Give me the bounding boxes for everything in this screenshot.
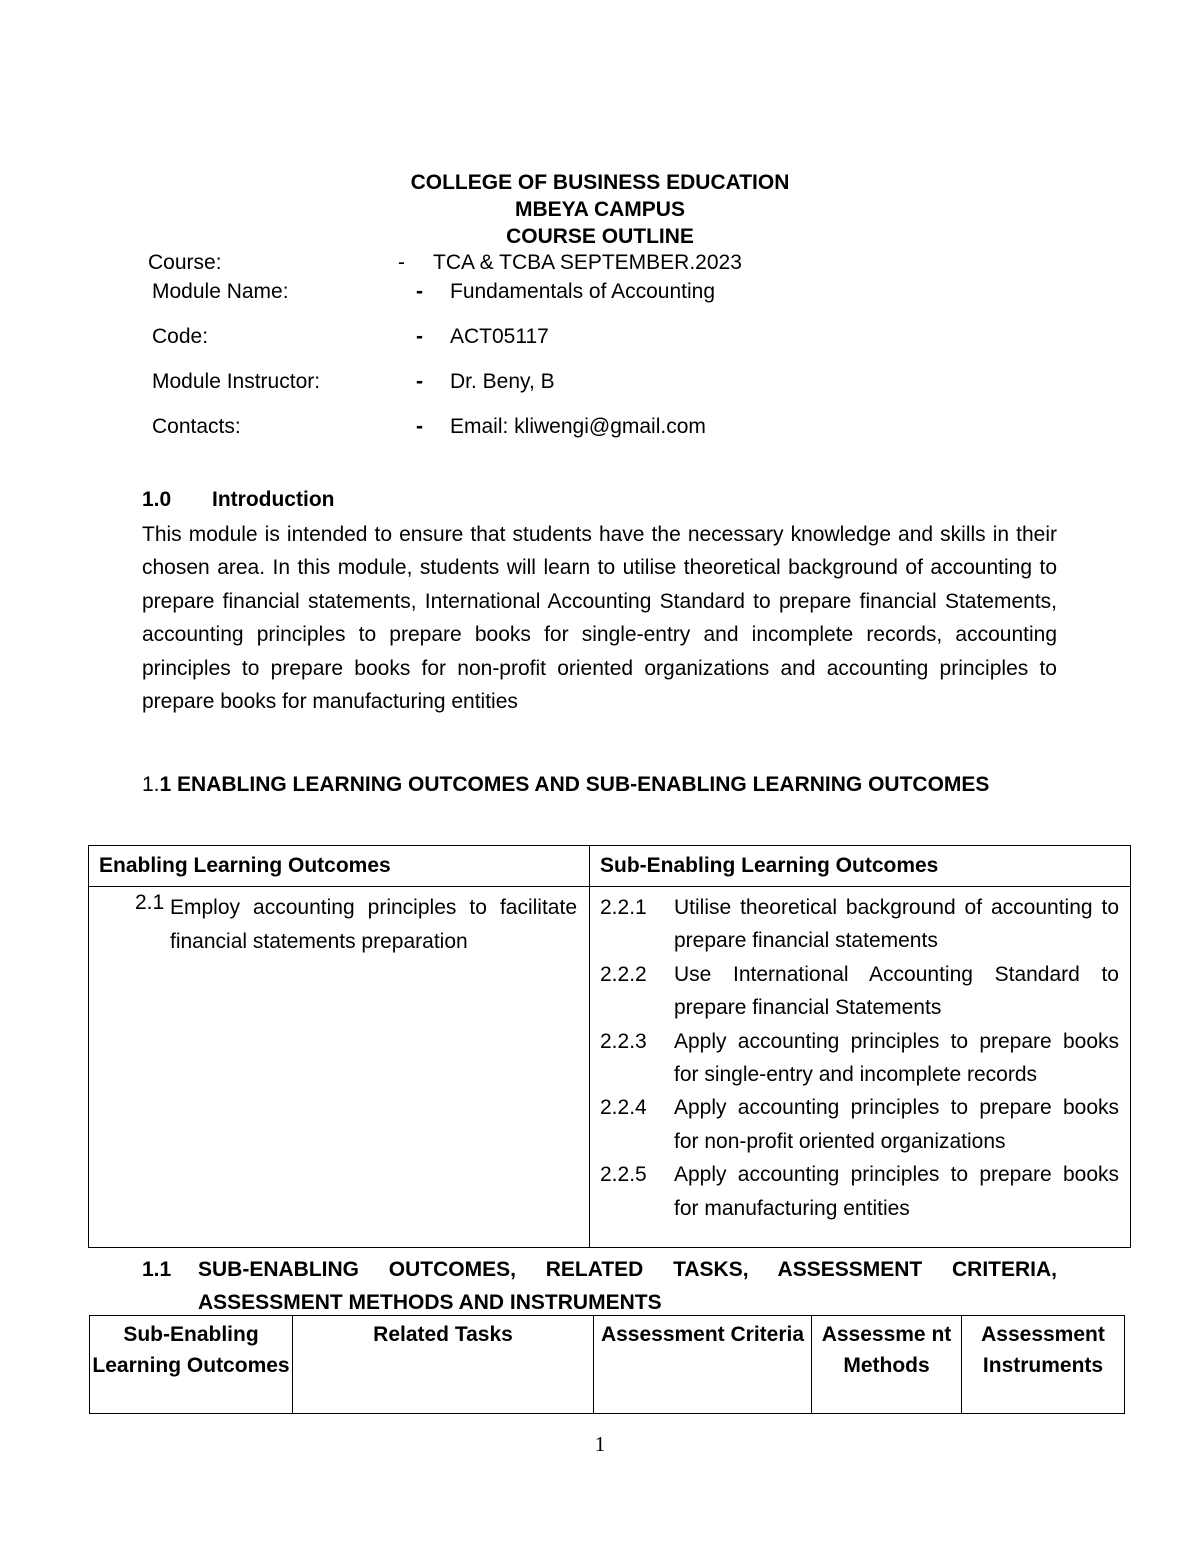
- institution-name: COLLEGE OF BUSINESS EDUCATION: [410, 171, 790, 194]
- sub-elo-item: [600, 1158, 1119, 1225]
- sub-elo-column-header: Sub-Enabling Learning Outcomes: [590, 846, 1131, 887]
- elo-column-header: Enabling Learning Outcomes: [89, 846, 590, 887]
- sub-elo-header: Sub-Enabling Learning Outcomes: [90, 1316, 293, 1414]
- instructor-dash: -: [416, 370, 423, 393]
- document-title: COURSE OUTLINE: [506, 225, 694, 248]
- assessment-table-header-row: [90, 1316, 1125, 1414]
- code-value: ACT05117: [450, 325, 549, 348]
- document-header: [0, 169, 1200, 250]
- introduction-heading: [142, 486, 334, 514]
- sub-section-title: SUB-ENABLING OUTCOMES, RELATED TASKS, ASSESSMENT CRITERIA, ASSESSMENT METHODS AND INSTRUMENTS: [198, 1258, 1057, 1314]
- introduction-paragraph: This module is intended to ensure that students have the necessary knowledge and skills in their chosen area. In this module, students will learn to utilise theoretical background of accounting to prepare financial statements, International Accounting Standard to prepare financial Statements, accounting principles to prepare books for single-entry and incomplete records, accounting principles to prepare books for non-profit oriented organizations and accounting principles to prepare books for manufacturing entities: [142, 523, 1057, 714]
- sub-elo-item: [600, 1025, 1119, 1092]
- elo-table-row: [89, 887, 1131, 1248]
- code-dash: -: [416, 325, 423, 348]
- introduction-title: Introduction: [212, 488, 335, 511]
- page-number: 1: [594, 1432, 606, 1456]
- module-name-label: Module Name:: [152, 280, 289, 303]
- sub-elo-number: 2.2.5: [600, 1163, 647, 1187]
- sub-elo-number: 2.2.4: [600, 1096, 647, 1120]
- sub-section-number: 1.1: [142, 1258, 172, 1281]
- sub-elo-text: Use International Accounting Standard to prepare financial Statements: [674, 962, 1119, 1020]
- contacts-label: Contacts:: [152, 415, 241, 438]
- sub-elo-cell: [590, 887, 1131, 1248]
- sub-elo-text: Apply accounting principles to prepare books for non-profit oriented organizations: [674, 1096, 1119, 1153]
- assessment-criteria-header: Assessment Criteria: [594, 1316, 812, 1414]
- contacts-value: Email: kliwengi@gmail.com: [450, 415, 706, 438]
- elo-cell: [89, 887, 590, 1248]
- sub-elo-item: [600, 891, 1119, 958]
- elo-section-heading: [142, 768, 1057, 801]
- campus-name: MBEYA CAMPUS: [515, 198, 685, 221]
- sub-elo-list: [590, 887, 1130, 1225]
- sub-elo-number: 2.2.3: [600, 1029, 647, 1053]
- elo-table-header-row: [89, 846, 1131, 887]
- assessment-instruments-header: Assessment Instruments: [962, 1316, 1125, 1414]
- sub-section-heading: [142, 1253, 1057, 1319]
- contacts-dash: -: [416, 415, 423, 438]
- instructor-value: Dr. Beny, B: [450, 370, 555, 393]
- assessment-methods-header: Assessme nt Methods: [812, 1316, 962, 1414]
- sub-elo-number: 2.2.1: [600, 896, 647, 919]
- elo-section-number-prefix: 1.: [142, 773, 160, 796]
- course-value: TCA & TCBA SEPTEMBER.2023: [433, 251, 742, 274]
- sub-elo-number: 2.2.2: [600, 962, 647, 986]
- sub-elo-text: Apply accounting principles to prepare books for single-entry and incomplete records: [674, 1029, 1119, 1087]
- elo-item-text: Employ accounting principles to facilitate financial statements preparation: [170, 896, 577, 953]
- course-label: Course:: [148, 251, 222, 274]
- elo-section-number-suffix: 1: [159, 773, 172, 796]
- elo-item-number: 2.1: [135, 891, 165, 914]
- assessment-table: [89, 1315, 1125, 1414]
- instructor-label: Module Instructor:: [152, 370, 321, 393]
- elo-item: [135, 891, 577, 958]
- module-name-value: Fundamentals of Accounting: [450, 280, 716, 303]
- elo-table: [88, 845, 1131, 1248]
- sub-elo-text: Utilise theoretical background of accounting to prepare financial statements: [674, 896, 1119, 953]
- course-dash: -: [398, 251, 405, 274]
- sub-elo-item: [600, 1091, 1119, 1158]
- sub-elo-text: Apply accounting principles to prepare books for manufacturing entities: [674, 1163, 1119, 1220]
- elo-section-title: ENABLING LEARNING OUTCOMES AND SUB-ENABLING LEARNING OUTCOMES: [177, 773, 990, 796]
- sub-elo-item: [600, 958, 1119, 1025]
- code-label: Code:: [152, 325, 209, 348]
- introduction-number: 1.0: [142, 488, 172, 511]
- related-tasks-header: Related Tasks: [293, 1316, 594, 1414]
- module-name-dash: -: [416, 280, 423, 303]
